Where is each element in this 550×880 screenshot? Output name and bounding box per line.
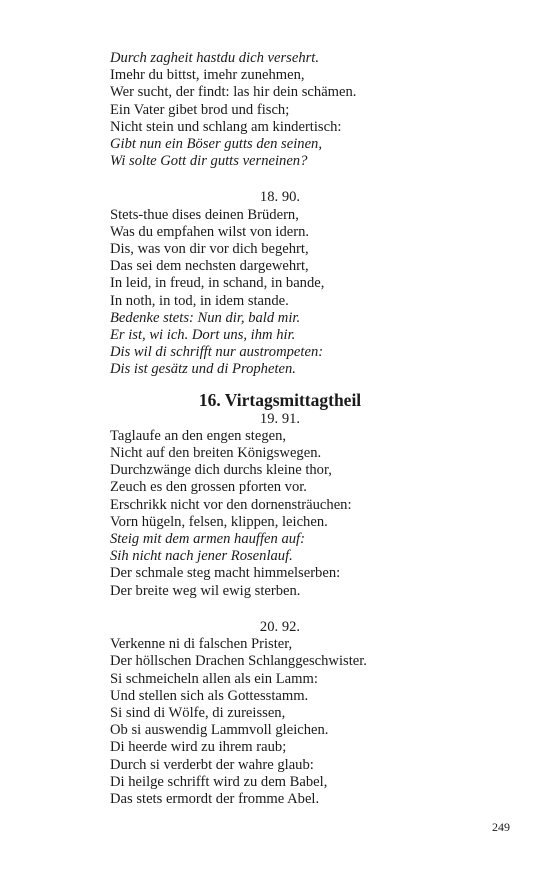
- verse-line: Das sei dem nechsten dargewehrt,: [110, 258, 309, 275]
- verse-line: Der höllschen Drachen Schlanggeschwister.: [110, 653, 367, 670]
- stanza-b: [110, 207, 410, 379]
- verse-line: Durch si verderbt der wahre glaub:: [110, 756, 314, 773]
- verse-line: Dis ist gesätz und di Propheten.: [110, 361, 296, 378]
- verse-line: Si schmeicheln allen als ein Lamm:: [110, 670, 318, 687]
- verse-line: Wer sucht, der findt: las hir dein schämen.: [110, 84, 357, 101]
- verse-line: Verkenne ni di falschen Prister,: [110, 636, 293, 653]
- section-heading: 16. Virtagsmittagtheil: [198, 389, 362, 410]
- verse-line: Durch zagheit hastdu dich versehrt.: [110, 50, 320, 66]
- verse-line: Nicht stein und schlang am kindertisch:: [110, 118, 342, 135]
- stanza-d: [110, 636, 410, 808]
- stanza-gap: [110, 600, 410, 619]
- verse-line: Er ist, wi ich. Dort uns, ihm hir.: [110, 327, 296, 344]
- poem-number: 19. 91.: [259, 410, 301, 427]
- verse-line: Bedenke stets: Nun dir, bald mir.: [110, 309, 301, 326]
- verse-line: Der breite weg wil ewig sterben.: [110, 582, 301, 599]
- verse-line: Si sind di Wölfe, di zureissen,: [110, 704, 286, 721]
- verse-line: Ein Vater gibet brod und fisch;: [110, 101, 290, 118]
- verse-line: Stets-thue dises deinen Brüdern,: [110, 206, 299, 223]
- verse-line: Di heilge schrifft wird zu dem Babel,: [110, 773, 328, 790]
- verse-line: Steig mit dem armen hauffen auf:: [110, 531, 305, 548]
- stanza-a: [110, 50, 410, 170]
- verse-line: Erschrikk nicht vor den dornensträuchen:: [110, 496, 352, 513]
- verse-line: Nicht auf den breiten Königswegen.: [110, 445, 322, 462]
- verse-line: Das stets ermordt der fromme Abel.: [110, 790, 320, 807]
- verse-line: Dis, was von dir vor dich begehrt,: [110, 241, 309, 258]
- verse-line: Imehr du bittst, imehr zunehmen,: [110, 67, 305, 84]
- verse-line: Der schmale steg macht himmelserben:: [110, 565, 341, 582]
- verse-line: Vorn hügeln, felsen, klippen, leichen.: [110, 513, 328, 530]
- verse-line: Dis wil di schrifft nur austrompeten:: [110, 344, 324, 361]
- verse-line: Wi solte Gott dir gutts verneinen?: [110, 153, 308, 170]
- verse-line: Und stellen sich als Gottesstamm.: [110, 687, 309, 704]
- page-body: [110, 50, 410, 808]
- verse-line: Durchzwänge dich durchs kleine thor,: [110, 462, 332, 479]
- page-number: 249: [492, 820, 510, 834]
- verse-line: Ob si auswendig Lammvoll gleichen.: [110, 722, 329, 739]
- poem-number: 20. 92.: [259, 618, 301, 635]
- verse-line: In noth, in tod, in idem stande.: [110, 292, 289, 309]
- stanza-gap: [110, 170, 410, 189]
- verse-line: Zeuch es den grossen pforten vor.: [110, 479, 307, 496]
- poem-number: 18. 90.: [259, 189, 301, 206]
- verse-line: Sih nicht nach jener Rosenlauf.: [110, 548, 293, 565]
- verse-line: Taglaufe an den engen stegen,: [110, 427, 287, 444]
- verse-line: Di heerde wird zu ihrem raub;: [110, 739, 287, 756]
- verse-line: Was du empfahen wilst von idern.: [110, 223, 310, 240]
- verse-line: In leid, in freud, in schand, in bande,: [110, 275, 325, 292]
- stanza-c: [110, 428, 410, 600]
- verse-line: Gibt nun ein Böser gutts den seinen,: [110, 136, 322, 153]
